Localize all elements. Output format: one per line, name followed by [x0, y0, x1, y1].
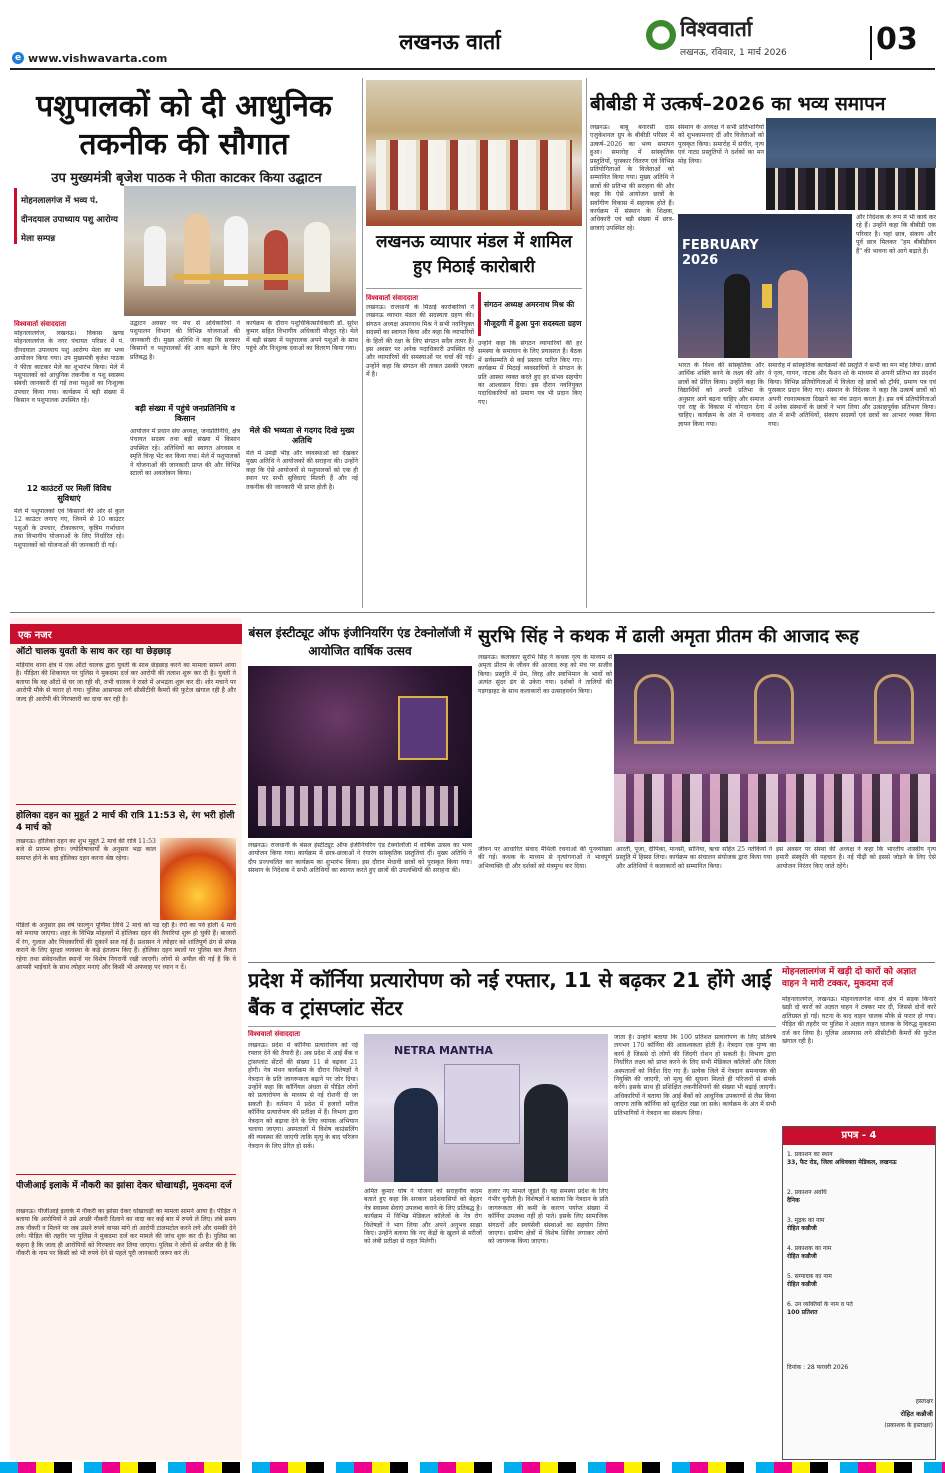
story1-box2: बड़ी संख्या में पहुंचे जनप्रतिनिधि व किसान: [135, 404, 235, 423]
column-rule: [586, 78, 587, 608]
story2-byline: विश्ववार्ता संवाददाता: [366, 294, 419, 302]
story6-col1-text: लखनऊ। प्रदेश में कॉर्निया प्रत्यारोपण को नई रफ्तार देने की तैयारी है। अब प्रदेश में आई बैंक व ट्रांसप्लांट सेंटरों की संख्या 11 से बढ़कर 21 होगी। नेत्र मंथन कार्यक्रम के दौरान विशेषज्ञों ने नेत्रदान के प्रति जागरूकता बढ़ाने पर जोर दिया। उन्होंने कहा कि कॉर्नियल अंधता से पीड़ित लोगों को प्रत्यारोपण के माध्यम से नई रोशनी दी जा सकती है। वर्तमान में प्रदेश में हजारों मरीज कॉर्निया प्रत्यारोपण की प्रतीक्षा में हैं। विभाग द्वारा नेत्रदान को बढ़ावा देने के लिए व्यापक अभियान चलाया जाएगा। अस्पतालों में विशेष काउंसलिंग की व्यवस्था की जाएगी ताकि मृत्यु के बाद परिजन नेत्रदान के लिए प्रेरित हो सकें।: [248, 1042, 358, 1150]
story6-headline: प्रदेश में कॉर्निया प्रत्यारोपण को नई रफ्तार, 11 से बढ़कर 21 होंगे आई बैंक व ट्रांसप्लांट सेंटर: [248, 968, 772, 1020]
brand-logo-icon: [646, 20, 676, 50]
section-title: लखनऊ वार्ता: [399, 30, 501, 54]
form-row-label: सम्पादक का नाम: [794, 1273, 832, 1280]
sidebar-item3-text: लखनऊ। पीजीआई इलाके में नौकरी का झांसा देकर धोखाधड़ी का मामला सामने आया है। पीड़ित ने बताया कि आरोपियों ने उसे अच्छी नौकरी दिलाने का वादा कर कई बार में रुपये ले लिए। लंबे समय तक नौकरी न मिलने पर जब उसने रुपये वापस मांगे तो आरोपी टालमटोल करने लगे और धमकी देने लगे। पीड़ित की तहरीर पर पुलिस ने मुकदमा दर्ज कर मामले की जांच शुरू कर दी है। पुलिस का कहना है कि जल्द ही आरोपियों को गिरफ्तार कर लिया जाएगा। पुलिस ने लोगों से अपील की है कि नौकरी के नाम पर किसी को भी रुपये देने से पहले पूरी जानकारी जरूर कर लें।: [16, 1208, 236, 1258]
form-row: [787, 1245, 933, 1269]
sidebar-item3-title: पीजीआई इलाके में नौकरी का झांसा देकर धोखाधड़ी, मुकदमा दर्ज: [16, 1181, 232, 1191]
sidebar-label: एक नजर: [10, 624, 242, 644]
form-row-num: 6.: [787, 1301, 793, 1308]
story1-col1b-text: मेले में पशुपालकों एवं किसानों की ओर से कुल 12 काउंटर लगाए गए, जिनमें से 10 काउंटर पशुओं के उपचार, टीकाकरण, कृत्रिम गर्भाधान तथा विभागीय योजनाओं के लिए निर्धारित रहे। पशुपालकों को योजनाओं की जानकारी दी गई।: [14, 508, 124, 549]
story4-photo: [248, 666, 472, 838]
form-row-num: 4.: [787, 1245, 793, 1252]
story1-byline: विश्ववार्ता संवाददाता: [14, 320, 67, 328]
story3-col4-text: समारोह में सांस्कृतिक कार्यक्रमों की प्रस्तुति ने सभी का मन मोह लिया। छात्रों ने नृत्य, गायन, नाटक और फैशन शो के माध्यम से अपनी प्रतिभा का प्रदर्शन किया। विभिन्न प्रतियोगिताओं में विजेता रहे छात्रों को ट्रॉफी, प्रमाण पत्र एवं पुरस्कार प्रदान किए गए। संस्थान के निदेशक ने कहा कि उत्कर्ष छात्रों को अपनी रचनात्मकता दिखाने का मंच प्रदान करता है। इस वर्ष प्रतियोगिताओं में अनेक संस्थानों के छात्रों ने भाग लिया और उत्साहपूर्वक प्रतिभाग किया। अंत में सभी अतिथियों, संकाय सदस्यों एवं छात्रों का आभार व्यक्त किया गया।: [768, 362, 936, 428]
form-row-label: मुद्रक का नाम: [794, 1217, 825, 1224]
story7-headline: मोहनलालगंज में खड़ी दो कारों को अज्ञात वाहन ने मारी टक्कर, मुकदमा दर्ज: [782, 967, 917, 989]
story1-headline: पशुपालकों को दी आधुनिक तकनीक की सौगात: [36, 89, 332, 162]
sidebar-item2-title: होलिका दहन का मुहूर्त 2 मार्च की रात्रि 11:53 से, रंग भरी होली 4 मार्च को: [16, 811, 235, 833]
story5-col2-text: जीवन पर आधारित संवाद मैथिली रचनाओं की पुनर्व्याख्या की गई। कथक के माध्यम से नृत्यांगनाओं ने भावपूर्ण अभिव्यक्ति दी और दर्शकों को मंत्रमुग्ध कर दिया।: [478, 846, 612, 870]
form-row: [787, 1217, 933, 1241]
form-row-num: 3.: [787, 1217, 793, 1224]
form-row-label: प्रकाशन अवधि: [794, 1189, 827, 1196]
form-row-label: उन व्यक्तियों के नाम व पते: [794, 1301, 853, 1308]
story5-col4-text: इस अवसर पर संस्था की अध्यक्ष ने कहा कि भारतीय शास्त्रीय नृत्य हमारी संस्कृति की पहचान है। नई पीढ़ी को इससे जोड़ने के लिए ऐसे आयोजन निरंतर किए जाते रहेंगे।: [776, 846, 936, 870]
story2-rule: [366, 288, 582, 289]
form-row-num: 5.: [787, 1273, 793, 1280]
form-row-num: 2.: [787, 1189, 793, 1196]
story6-banner: NETRA MANTHA: [394, 1044, 493, 1057]
story6-photo: [364, 1034, 608, 1182]
page-number: 03: [876, 22, 918, 57]
story1-box1: 12 काउंटरों पर मिलीं विविध सुविधाएं: [26, 484, 112, 503]
story4-headline: बंसल इंस्टीट्यूट ऑफ इंजीनियरिंग एंड टेक्नोलॉजी में आयोजित वार्षिक उत्सव: [248, 626, 472, 658]
section-rule: [10, 612, 935, 613]
story1-caption-text: मोहनलालगंज में भव्य पं. दीनदयाल उपाध्याय पशु आरोग्य मेला सम्पन्न: [21, 196, 118, 244]
story1-box3: मेले की भव्यता से गदगद दिखे मुख्य अतिथि: [249, 426, 355, 445]
story3-col2b-text: भारत के विश्व की सांस्कृतिक और आर्थिक शक्ति बनने के लक्ष्य की ओर छात्रों को प्रेरित किया। उन्होंने कहा कि विद्यार्थियों को अपनी प्रतिभा के अनुसार आगे बढ़ना चाहिए और समाज एवं राष्ट्र के विकास में योगदान देना चाहिए। कार्यक्रम के अंत में धन्यवाद ज्ञापन किया गया।: [678, 362, 764, 428]
story5-photo: [614, 654, 936, 842]
story5-headline: सुरभि सिंह ने कथक में ढाली अमृता प्रीतम की आजाद रूह: [478, 626, 859, 647]
form-row: [787, 1151, 933, 1185]
form-row-value: रोहित कन्नौजी: [787, 1281, 817, 1288]
story3-photo-group: [766, 118, 936, 210]
story1-col3-text: कार्यक्रम के दौरान पशुचिकित्साधिकारी डॉ. सुरेश कुमार सहित विभागीय अधिकारी मौजूद रहे। मेले में बड़ी संख्या में पशुपालक अपने पशुओं के साथ पहुंचे और निःशुल्क दवाओं का वितरण किया गया।: [246, 320, 358, 353]
ie-icon: e: [12, 52, 24, 64]
story4-text: लखनऊ। राजधानी के बंसल इंस्टीट्यूट ऑफ इंजीनियरिंग एंड टेक्नोलॉजी में वार्षिक उत्सव का भव्य आयोजन किया गया। कार्यक्रम में छात्र-छात्राओं ने रंगारंग सांस्कृतिक प्रस्तुतियां दीं। मुख्य अतिथि ने दीप प्रज्ज्वलित कर कार्यक्रम का शुभारंभ किया। इस दौरान मेधावी छात्रों को पुरस्कृत किया गया। संस्थान के निदेशक ने सभी अतिथियों का स्वागत करते हुए छात्रों की उपलब्धियों की सराहना की।: [248, 842, 472, 875]
story1-photo: [124, 186, 356, 316]
story2-photo: [366, 80, 582, 226]
story3-photo-award: [678, 214, 852, 358]
story3-photo-banner: FEBRUARY 2026: [682, 238, 759, 268]
story1-col2-text: उद्घाटन अवसर पर मंच से अधिकारियों ने पशुपालन विभाग की विभिन्न योजनाओं की जानकारी दी। मुख्य अतिथि ने कहा कि सरकार किसानों व पशुपालकों की आय बढ़ाने के लिए प्रतिबद्ध है।: [130, 320, 240, 361]
column-rule: [362, 78, 363, 608]
form-signature-name: रोहित कन्नौजी: [900, 1410, 933, 1418]
story2-caption: [478, 292, 582, 336]
website-url[interactable]: www.vishwavarta.com: [28, 52, 168, 65]
form-row-value: 33, फैट रोड, जिला अधिवक्ता मेडिकल, लखनऊ: [787, 1159, 897, 1166]
form-row-num: 1.: [787, 1151, 793, 1158]
story1-col1-text: मोहनलालगंज, लखनऊ। विकास खण्ड मोहनलालगंज के नगर पंचायत परिसर में पं. दीनदयाल उपाध्याय पशु आरोग्य मेला का भव्य आयोजन किया गया। उप मुख्यमंत्री बृजेश पाठक ने फीता काटकर मेले का शुभारंभ किया। मेले में पशुपालकों को आधुनिक तकनीक व पशु स्वास्थ्य संबंधी जानकारी दी गई तथा पशुओं का निःशुल्क उपचार किया गया। कार्यक्रम में बड़ी संख्या में किसान व पशुपालक उपस्थित रहे।: [14, 330, 124, 405]
form-row-value: 100 प्रतिशत: [787, 1309, 818, 1316]
masthead-rule: [10, 68, 935, 70]
story5-col1-text: लखनऊ। कलाकार सुरभि सिंह ने कथक नृत्य के माध्यम से अमृता प्रीतम के जीवन की आजाद रूह को मंच पर सजीव किया। प्रस्तुति में प्रेम, विरह और स्वाभिमान के भावों को अत्यंत सुंदर ढंग से उकेरा गया। दर्शकों ने तालियों की गड़गड़ाहट के साथ कलाकारों का उत्साहवर्धन किया।: [478, 654, 612, 695]
sidebar-item2-text: लखनऊ। होलिका दहन का शुभ मुहूर्त 2 मार्च की रात्रि 11:53 बजे से प्रारम्भ होगा। ज्योतिषाचार्यों के अनुसार भद्रा काल समाप्त होने के बाद होलिका दहन करना श्रेष्ठ रहेगा।: [16, 838, 156, 862]
form-date: दिनांक : 28 फरवरी 2026: [787, 1364, 849, 1371]
story2-caption-text: संगठन अध्यक्ष अमरनाथ मिश्र की मौजूदगी में हुआ पुनः सदस्यता ग्रहण: [484, 300, 582, 328]
form-title: प्रपत्र - 4: [783, 1127, 935, 1145]
sidebar-item1-title: ऑटो चालक युवती के साथ कर रहा था छेड़छाड़: [16, 647, 172, 657]
story2-col2-text: उन्होंने कहा कि संगठन व्यापारियों की हर समस्या के समाधान के लिए प्रयासरत है। बैठक में सर्वसम्मति से कई प्रस्ताव पारित किए गए। कार्यक्रम में मिठाई व्यवसायियों ने संगठन के प्रति आस्था व्यक्त करते हुए हर संभव सहयोग का आश्वासन दिया। इस दौरान नवनियुक्त पदाधिकारियों को प्रमाण पत्र भी प्रदान किए गए।: [478, 340, 582, 406]
story1-col3b-text: मेले में उमड़ी भीड़ और व्यवस्थाओं को देखकर मुख्य अतिथि ने आयोजकों की सराहना की। उन्होंने कहा कि ऐसे आयोजनों से पशुपालकों को एक ही स्थान पर सभी सुविधाएं मिलती हैं और नई तकनीक की जानकारी भी प्राप्त होती है।: [246, 450, 358, 491]
form-row-value: दैनिक: [787, 1197, 800, 1204]
page-number-divider: [870, 26, 872, 60]
story1-col2b-text: आयोजन में प्रधान संघ अध्यक्ष, जनप्रतिनिधि, क्षेत्र पंचायत सदस्य तथा बड़ी संख्या में किसान उपस्थित रहे। अतिथियों का स्वागत अंगवस्त्र व स्मृति चिन्ह भेंट कर किया गया। मेले में पशुपालकों ने योजनाओं की जानकारी प्राप्त की और विभिन्न स्टालों का अवलोकन किया।: [130, 428, 240, 478]
story3-col1-text: लखनऊ। बाबू बनारसी दास एजुकेशनल ग्रुप के बीबीडी परिसर में उत्कर्ष–2026 का भव्य समापन हुआ। समारोह में सांस्कृतिक प्रस्तुतियों, पुरस्कार वितरण एवं विभिन्न प्रतियोगिताओं के विजेताओं को सम्मानित किया गया। मुख्य अतिथि ने छात्रों की प्रतिभा की सराहना की और कहा कि ऐसे आयोजन छात्रों के सर्वांगीण विकास में सहायक होते हैं। कार्यक्रम में संस्थान के शिक्षक, अधिकारी एवं बड़ी संख्या में छात्र-छात्राएं उपस्थित रहे।: [590, 124, 674, 232]
sidebar-item2b-text: पंडितों के अनुसार इस वर्ष फाल्गुन पूर्णिमा तिथि 2 मार्च को पड़ रही है। रंगों का पर्व होली 4 मार्च को मनाया जाएगा। शहर के विभिन्न मोहल्लों में होलिका दहन की तैयारियां शुरू हो चुकी हैं। बाजारों में रंग, गुलाल और पिचकारियों की दुकानें सज गई हैं। प्रशासन ने त्योहार को शांतिपूर्ण ढंग से संपन्न कराने के लिए सुरक्षा व्यवस्था के कड़े इंतजाम किए हैं। होलिका दहन स्थलों पर पुलिस बल तैनात रहेगा तथा संवेदनशील स्थानों पर विशेष निगरानी रखी जाएगी। लोगों से अपील की गई है कि वे आपसी भाईचारे के साथ त्योहार मनाएं और किसी भी अफवाह पर ध्यान न दें।: [16, 922, 236, 972]
form-signature-label: हस्ताक्षर: [915, 1398, 933, 1405]
story6-col3-text: हजार नए मामले जुड़ते हैं। यह समस्या प्रदेश के लिए गंभीर चुनौती है। विशेषज्ञों ने बताया कि नेत्रदान के प्रति जागरूकता की कमी के कारण पर्याप्त संख्या में कॉर्निया उपलब्ध नहीं हो पाते। इसके लिए सामाजिक संगठनों और स्वयंसेवी संस्थाओं का सहयोग लिया जाएगा। ग्रामीण क्षेत्रों में विशेष शिविर लगाकर लोगों को जागरूक किया जाएगा।: [488, 1188, 608, 1246]
story2-col1-text: लखनऊ। राजधानी के मिठाई कारोबारियों ने लखनऊ व्यापार मंडल की सदस्यता ग्रहण की। संगठन अध्यक्ष अमरनाथ मिश्र ने सभी नवनियुक्त सदस्यों का स्वागत किया और कहा कि व्यापारियों के हितों की रक्षा के लिए संगठन सदैव तत्पर है। इस अवसर पर अनेक पदाधिकारी उपस्थित रहे और व्यापारियों की समस्याओं पर चर्चा की गई। उन्होंने कहा कि संगठन की ताकत उसकी एकता में है।: [366, 304, 474, 379]
story3-col2-text: संस्थान के अध्यक्ष ने सभी प्रतिभागियों को शुभकामनाएं दीं और विजेताओं को पुरस्कृत किया। समारोह में संगीत, नृत्य एवं नाट्य प्रस्तुतियों ने दर्शकों का मन मोह लिया।: [678, 124, 764, 165]
sidebar: [10, 618, 242, 1460]
story5-col3-text: आरती, पूजा, दीपिका, मानसी, सोनिया, ऋचा सहित 25 नर्तकियों ने प्रस्तुति में हिस्सा लिया। कार्यक्रम का संचालन संयोजक द्वारा किया गया और अतिथियों ने कलाकारों को सम्मानित किया।: [616, 846, 772, 870]
masthead: [0, 0, 945, 70]
sidebar-item1-text: मड़ियांव थाना क्षेत्र में एक ऑटो चालक द्वारा युवती के साथ छेड़छाड़ करने का मामला सामने आया है। पीड़िता की शिकायत पर पुलिस ने मुकदमा दर्ज कर आरोपी की तलाश शुरू कर दी है। युवती ने बताया कि वह ऑटो से घर जा रही थी, तभी चालक ने रास्ते में अभद्रता शुरू कर दी। शोर मचाने पर आरोपी मौके से फरार हो गया। पुलिस आसपास लगे सीसीटीवी कैमरों की फुटेज खंगाल रही है और जल्द ही आरोपी की गिरफ्तारी का दावा कर रही है।: [16, 662, 236, 703]
form-row-value: रोहित कन्नौजी: [787, 1225, 817, 1232]
form-row: [787, 1301, 933, 1325]
form-row: [787, 1189, 933, 1213]
story6-rule: [248, 1026, 776, 1027]
form-signature-role: (प्रकाशक के हस्ताक्षर): [884, 1422, 933, 1429]
form-box: [782, 1126, 936, 1460]
form-row: [787, 1273, 933, 1297]
story6-col4-text: जाता है। उन्होंने बताया कि 100 प्रतिशत प्रत्यारोपण के लिए प्रतिवर्ष लगभग 170 कॉर्निया की आवश्यकता होती है। नेत्रदान एक पुण्य का कार्य है जिससे दो लोगों की जिंदगी रोशन हो सकती है। विभाग द्वारा निर्धारित लक्ष्य को प्राप्त करने के लिए सभी मेडिकल कॉलेजों और जिला अस्पतालों को निर्देश दिए गए हैं। प्रत्येक जिले में नेत्रदान समन्वयक की नियुक्ति की जाएगी, जो मृत्यु की सूचना मिलते ही परिजनों से संपर्क करेंगे। इसके साथ ही प्रशिक्षित तकनीशियनों की संख्या भी बढ़ाई जाएगी। अधिकारियों ने बताया कि आई बैंकों को आधुनिक उपकरणों से लैस किया जाएगा ताकि कॉर्निया को सुरक्षित रखा जा सके। कार्यक्रम के अंत में सभी प्रतिभागियों ने नेत्रदान का संकल्प लिया।: [614, 1034, 776, 1117]
story1-subhead: उप मुख्यमंत्री बृजेश पाठक ने फीता काटकर किया उद्घाटन: [51, 171, 322, 186]
section-rule: [248, 962, 935, 963]
story1-caption: [14, 188, 119, 244]
story3-headline: बीबीडी में उत्कर्ष–2026 का भव्य समापन: [590, 93, 886, 115]
dateline: लखनऊ, रविवार, 1 मार्च 2026: [680, 48, 787, 58]
story6-col2-text: अमित कुमार घोष ने योजना को सराहनीय कदम बताते हुए कहा कि सरकार प्रदेशवासियों को बेहतर नेत्र स्वास्थ्य सेवाएं उपलब्ध कराने के लिए प्रतिबद्ध है। कार्यक्रम में विभिन्न मेडिकल कॉलेजों के नेत्र रोग विशेषज्ञों ने भाग लिया और अपने अनुभव साझा किए। उन्होंने बताया कि नए केंद्रों के खुलने से मरीजों को लंबी प्रतीक्षा से राहत मिलेगी।: [364, 1188, 482, 1246]
form-row-label: प्रकाशक का नाम: [794, 1245, 832, 1252]
registration-bar: [0, 1462, 945, 1473]
story3-col3-text: और निदेशक के रूप में भी कार्य कर रहे हैं। उन्होंने कहा कि बीबीडी एक परिवार है। यहां छात्र, संकाय और पूर्व छात्र मिलकर "हम बीबीडीयन हैं" की भावना को आगे बढ़ाते हैं।: [856, 214, 936, 255]
holi-photo: [160, 838, 236, 920]
story2-headline: लखनऊ व्यापार मंडल में शामिल हुए मिठाई कारोबारी: [376, 232, 572, 277]
form-row-value: रोहित कन्नौजी: [787, 1253, 817, 1260]
brand-name: विश्ववार्ता: [680, 17, 753, 41]
form-row-label: प्रकाशन का स्थान: [794, 1151, 833, 1158]
story6-byline: विश्ववार्ता संवाददाता: [248, 1030, 301, 1038]
story7-text: मोहनलालगंज, लखनऊ। मोहनलालगंज थाना क्षेत्र में सड़क किनारे खड़ी दो कारों को अज्ञात वाहन ने टक्कर मार दी, जिससे दोनों कारें क्षतिग्रस्त हो गईं। घटना के बाद वाहन चालक मौके से फरार हो गया। पीड़ित की तहरीर पर पुलिस ने अज्ञात वाहन चालक के विरुद्ध मुकदमा दर्ज कर लिया है। पुलिस आसपास लगे सीसीटीवी कैमरों की फुटेज खंगाल रही है।: [782, 996, 936, 1046]
